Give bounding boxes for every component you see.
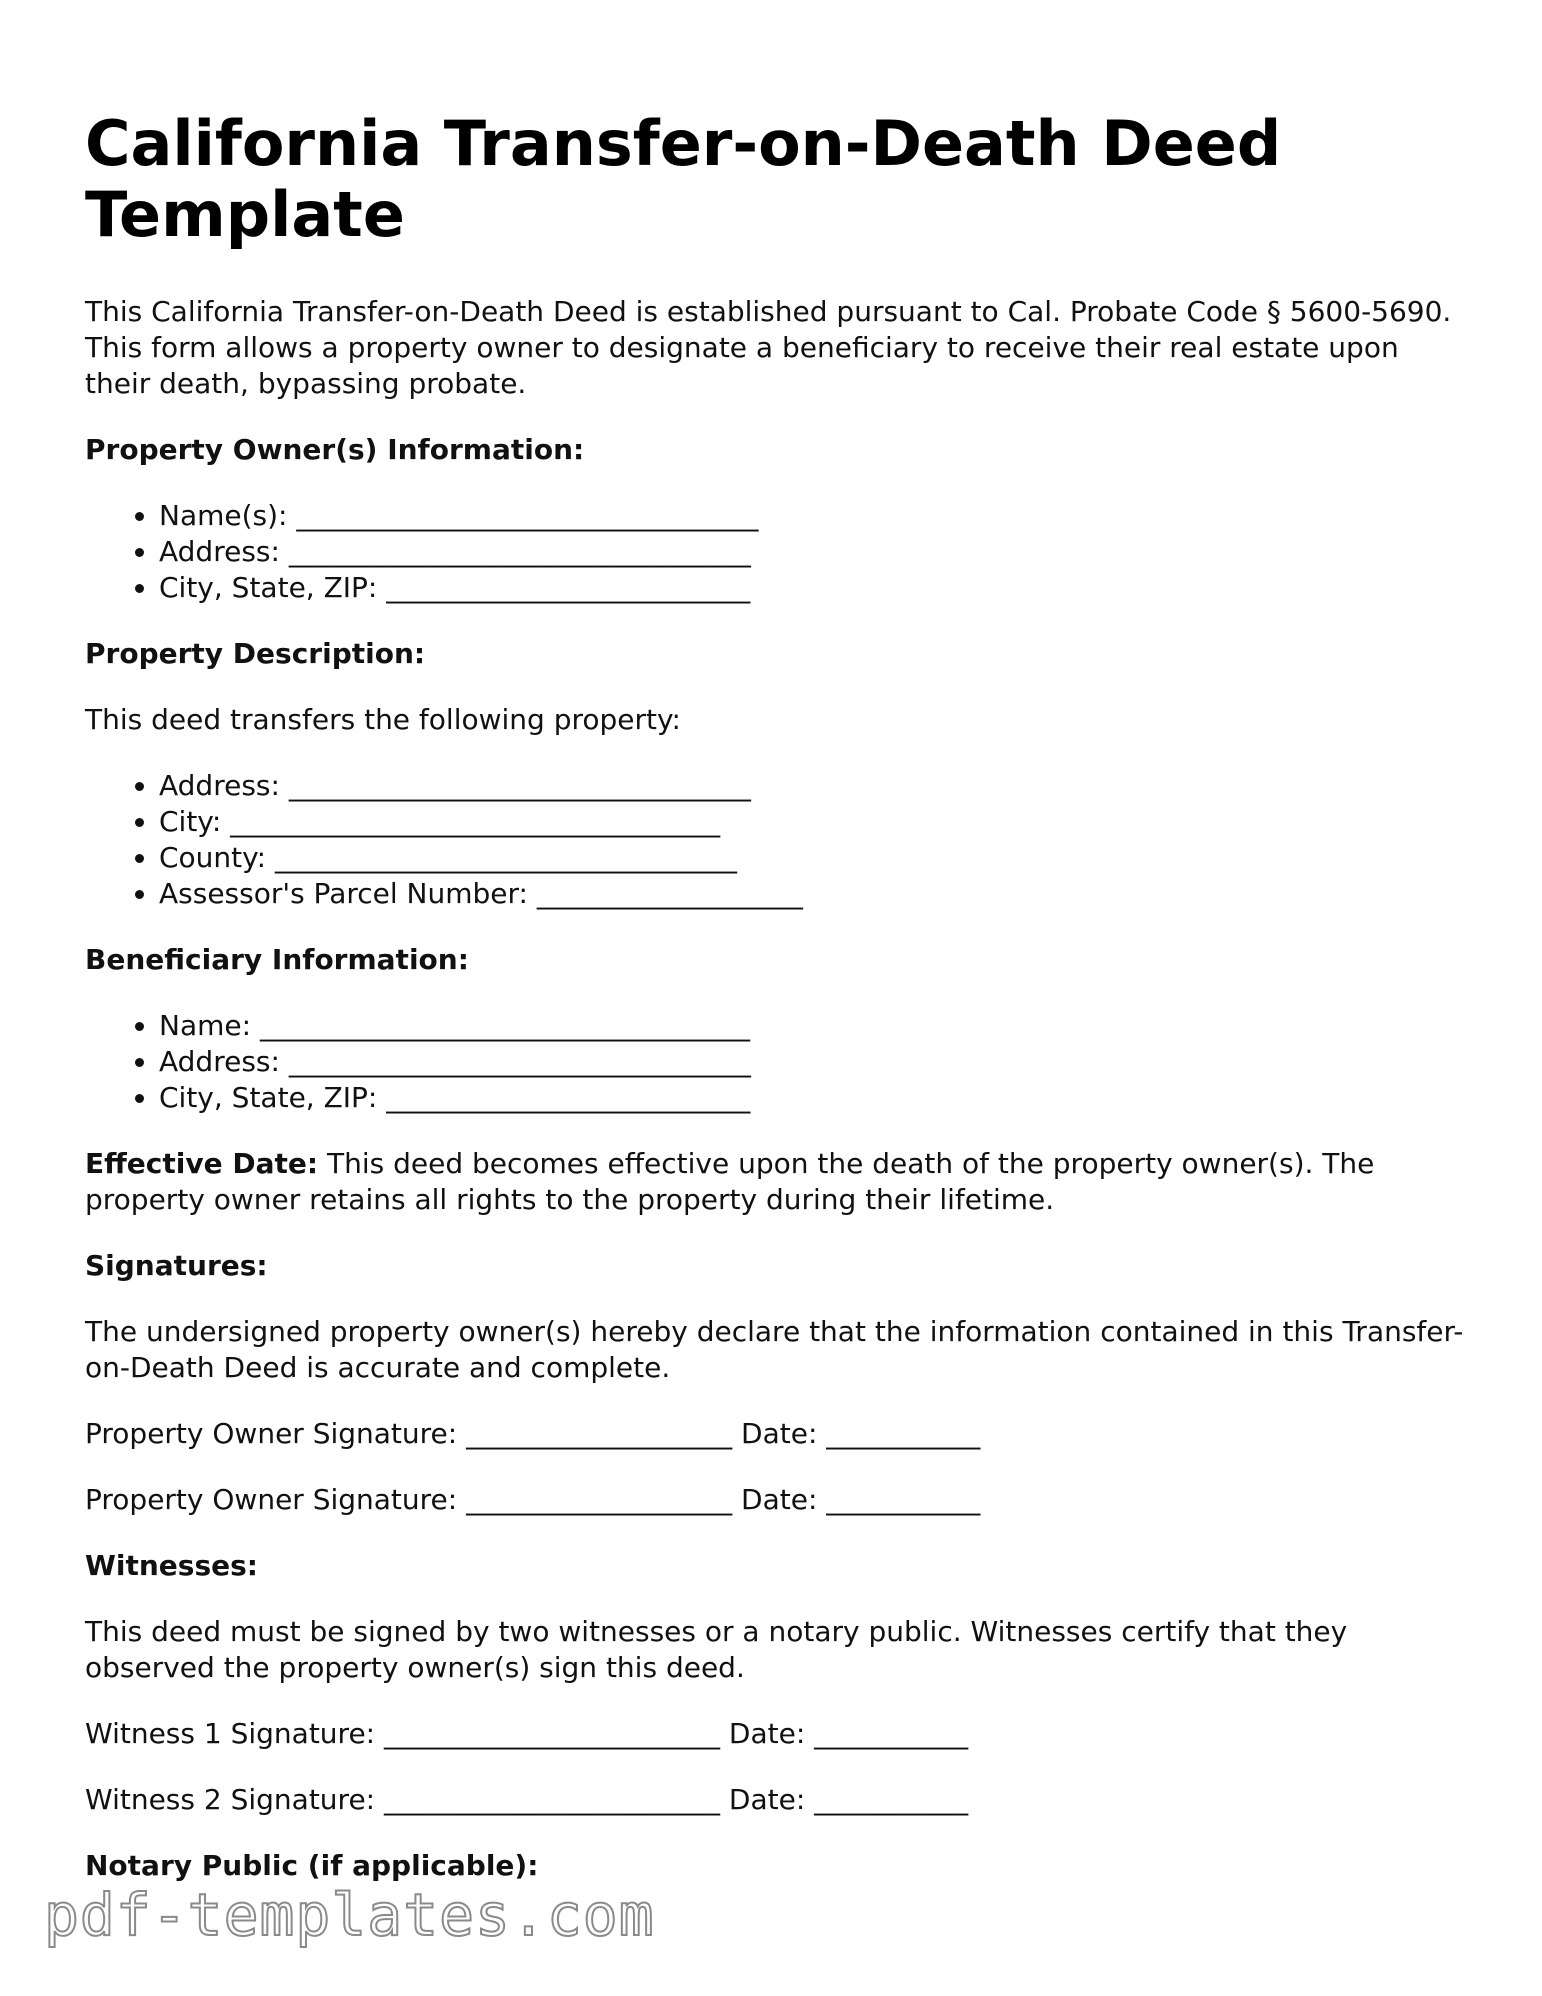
parcel-number-field: • Assessor's Parcel Number: ___________________ (159, 876, 1465, 912)
property-section-heading: Property Description: (85, 637, 426, 670)
beneficiary-name-field: • Name: ___________________________________ (159, 1008, 1465, 1044)
signatures-section-heading: Signatures: (85, 1249, 268, 1282)
owner-info-list (85, 498, 1465, 606)
beneficiary-city-state-zip-field: • City, State, ZIP: __________________________ (159, 1080, 1465, 1116)
property-address-field: • Address: _________________________________ (159, 768, 1465, 804)
property-county-field: • County: _________________________________ (159, 840, 1465, 876)
signatures-section-text: The undersigned property owner(s) hereby declare that the information contained in this Transfer-on-Death Deed is accurate and complete. (85, 1315, 1464, 1384)
witness-signature-line-1: Witness 1 Signature: ________________________ Date: ___________ (85, 1717, 969, 1750)
document-title: California Transfer-on-Death Deed Template (85, 107, 1282, 251)
owner-name-field: • Name(s): _________________________________ (159, 498, 1465, 534)
intro-paragraph: This California Transfer-on-Death Deed is established pursuant to Cal. Probate Code § 5600-5690. This form allows a property owner to designate a beneficiary to receive their real estate upon their death, bypassing probate. (85, 295, 1452, 400)
witness-signature-line-2: Witness 2 Signature: ________________________ Date: ___________ (85, 1783, 969, 1816)
effective-date-paragraph (85, 1146, 1465, 1218)
witnesses-section-heading: Witnesses: (85, 1549, 258, 1582)
notary-section-heading: Notary Public (if applicable): (85, 1849, 539, 1882)
property-info-list (85, 768, 1465, 912)
beneficiary-address-field: • Address: _________________________________ (159, 1044, 1465, 1080)
owner-city-state-zip-field: • City, State, ZIP: __________________________ (159, 570, 1465, 606)
owner-address-field: • Address: _________________________________ (159, 534, 1465, 570)
owner-signature-line-2: Property Owner Signature: ___________________ Date: ___________ (85, 1483, 981, 1516)
effective-date-label: Effective Date: (85, 1147, 319, 1180)
beneficiary-info-list (85, 1008, 1465, 1116)
beneficiary-section-heading: Beneficiary Information: (85, 943, 469, 976)
owner-section-heading: Property Owner(s) Information: (85, 433, 585, 466)
document-page (85, 108, 1465, 1914)
effective-date-text: This deed becomes effective upon the death of the property owner(s). The property owner retains all rights to the property during their lifetime. (85, 1147, 1375, 1216)
site-watermark: pdf-templates.com (44, 1881, 655, 1949)
property-city-field: • City: ___________________________________ (159, 804, 1465, 840)
owner-signature-line-1: Property Owner Signature: ___________________ Date: ___________ (85, 1417, 981, 1450)
witnesses-section-text: This deed must be signed by two witnesses or a notary public. Witnesses certify that they observed the property owner(s) sign this deed. (85, 1615, 1348, 1684)
property-section-text: This deed transfers the following property: (85, 703, 681, 736)
